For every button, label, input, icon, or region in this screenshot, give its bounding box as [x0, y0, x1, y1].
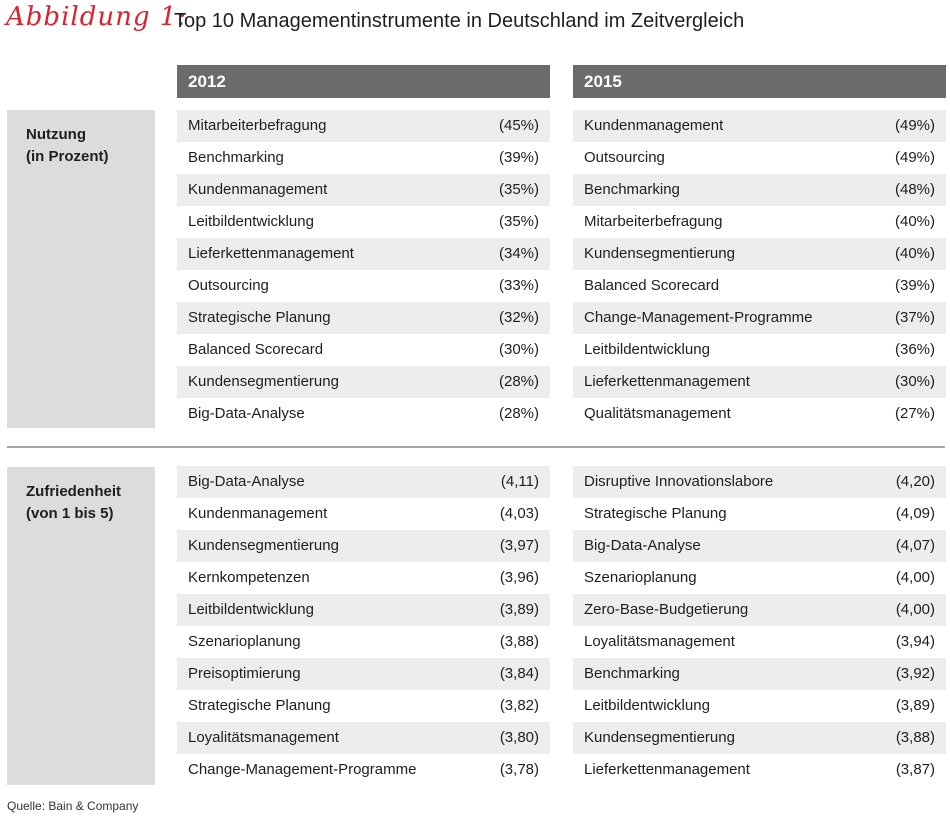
list-item: [573, 302, 946, 334]
list-item: [573, 658, 946, 690]
list-item: [573, 690, 946, 722]
list-item: [573, 110, 946, 142]
list-item: [573, 466, 946, 498]
instrument-value: (28%): [498, 405, 539, 422]
instrument-name: Outsourcing: [188, 277, 269, 294]
list-item: [177, 690, 550, 722]
instrument-value: (28%): [498, 373, 539, 390]
instrument-name: Kundensegmentierung: [584, 729, 735, 746]
instrument-name: Big-Data-Analyse: [584, 537, 701, 554]
instrument-value: (3,96): [499, 569, 539, 586]
list-item: [177, 366, 550, 398]
list-item: [573, 530, 946, 562]
instrument-value: (33%): [498, 277, 539, 294]
list-item: [177, 530, 550, 562]
instrument-name: Loyalitätsmanagement: [188, 729, 339, 746]
page-title: Top 10 Managementinstrumente in Deutschland im Zeitvergleich: [174, 10, 745, 32]
instrument-value: (3,82): [499, 697, 539, 714]
source-note: Quelle: Bain & Company: [7, 799, 139, 813]
instrument-name: Lieferkettenmanagement: [584, 761, 750, 778]
instrument-name: Leitbildentwicklung: [188, 213, 314, 230]
list-item: [177, 174, 550, 206]
instrument-value: (39%): [498, 149, 539, 166]
list-item: [177, 398, 550, 430]
section-label-zufriedenheit-line2: (von 1 bis 5): [26, 505, 114, 522]
instrument-value: (49%): [894, 117, 935, 134]
instrument-value: (40%): [894, 245, 935, 262]
instrument-name: Strategische Planung: [188, 697, 331, 714]
instrument-name: Benchmarking: [584, 181, 680, 198]
instrument-name: Leitbildentwicklung: [584, 341, 710, 358]
list-item: [177, 206, 550, 238]
instrument-value: (4,00): [895, 569, 935, 586]
zufriedenheit-2015-list: [573, 466, 946, 786]
instrument-name: Mitarbeiterbefragung: [584, 213, 723, 230]
list-item: [573, 754, 946, 786]
instrument-name: Qualitätsmanagement: [584, 405, 731, 422]
list-item: [573, 594, 946, 626]
zufriedenheit-2012-list: [177, 466, 550, 786]
instrument-value: (3,84): [499, 665, 539, 682]
instrument-name: Disruptive Innovationslabore: [584, 473, 774, 490]
instrument-name: Kundenmanagement: [188, 505, 328, 522]
year-header-2015: 2015: [573, 65, 946, 98]
instrument-value: (30%): [894, 373, 935, 390]
instrument-value: (3,78): [499, 761, 539, 778]
instrument-name: Big-Data-Analyse: [188, 473, 305, 490]
list-item: [573, 722, 946, 754]
instrument-name: Zero-Base-Budgetierung: [584, 601, 749, 618]
instrument-value: (39%): [894, 277, 935, 294]
instrument-name: Change-Management-Programme: [584, 309, 813, 326]
instrument-name: Kernkompetenzen: [188, 569, 310, 586]
list-item: [573, 398, 946, 430]
instrument-name: Balanced Scorecard: [584, 277, 720, 294]
instrument-value: (37%): [894, 309, 935, 326]
section-divider: [7, 446, 945, 448]
list-item: [573, 334, 946, 366]
instrument-value: (4,07): [895, 537, 935, 554]
instrument-name: Kundensegmentierung: [584, 245, 735, 262]
year-header-2012: 2012: [177, 65, 550, 98]
instrument-value: (4,20): [895, 473, 935, 490]
section-label-nutzung-line1: Nutzung: [26, 126, 86, 143]
instrument-value: (3,94): [895, 633, 935, 650]
list-item: [177, 754, 550, 786]
instrument-name: Lieferkettenmanagement: [584, 373, 750, 390]
instrument-value: (32%): [498, 309, 539, 326]
section-label-nutzung-line2: (in Prozent): [26, 148, 109, 165]
instrument-name: Kundenmanagement: [584, 117, 724, 134]
instrument-value: (27%): [894, 405, 935, 422]
list-item: [573, 206, 946, 238]
instrument-value: (35%): [498, 213, 539, 230]
instrument-name: Kundenmanagement: [188, 181, 328, 198]
section-label-zufriedenheit: [7, 467, 155, 785]
instrument-value: (3,89): [895, 697, 935, 714]
instrument-name: Loyalitätsmanagement: [584, 633, 735, 650]
list-item: [573, 366, 946, 398]
list-item: [177, 110, 550, 142]
instrument-name: Leitbildentwicklung: [188, 601, 314, 618]
list-item: [573, 142, 946, 174]
list-item: [177, 142, 550, 174]
instrument-value: (34%): [498, 245, 539, 262]
list-item: [177, 562, 550, 594]
list-item: [573, 498, 946, 530]
instrument-value: (3,97): [499, 537, 539, 554]
instrument-value: (3,92): [895, 665, 935, 682]
instrument-name: Szenarioplanung: [188, 633, 301, 650]
list-item: [177, 658, 550, 690]
list-item: [177, 270, 550, 302]
instrument-value: (48%): [894, 181, 935, 198]
list-item: [177, 238, 550, 270]
instrument-value: (3,87): [895, 761, 935, 778]
instrument-value: (30%): [498, 341, 539, 358]
list-item: [573, 562, 946, 594]
list-item: [573, 238, 946, 270]
list-item: [177, 626, 550, 658]
instrument-value: (40%): [894, 213, 935, 230]
instrument-value: (4,00): [895, 601, 935, 618]
instrument-name: Big-Data-Analyse: [188, 405, 305, 422]
instrument-value: (4,09): [895, 505, 935, 522]
instrument-name: Benchmarking: [188, 149, 284, 166]
nutzung-2015-list: [573, 110, 946, 430]
instrument-name: Preisoptimierung: [188, 665, 301, 682]
list-item: [177, 334, 550, 366]
list-item: [177, 594, 550, 626]
instrument-name: Lieferkettenmanagement: [188, 245, 354, 262]
figure-label: Abbildung 1:: [6, 2, 188, 32]
instrument-name: Balanced Scorecard: [188, 341, 324, 358]
instrument-value: (45%): [498, 117, 539, 134]
instrument-name: Benchmarking: [584, 665, 680, 682]
instrument-value: (35%): [498, 181, 539, 198]
instrument-name: Mitarbeiterbefragung: [188, 117, 327, 134]
instrument-name: Kundensegmentierung: [188, 537, 339, 554]
list-item: [573, 270, 946, 302]
instrument-value: (49%): [894, 149, 935, 166]
list-item: [177, 498, 550, 530]
list-item: [177, 466, 550, 498]
instrument-name: Change-Management-Programme: [188, 761, 417, 778]
instrument-value: (3,80): [499, 729, 539, 746]
instrument-value: (4,11): [500, 473, 539, 490]
instrument-value: (3,89): [499, 601, 539, 618]
list-item: [177, 302, 550, 334]
list-item: [177, 722, 550, 754]
list-item: [573, 174, 946, 206]
nutzung-2012-list: [177, 110, 550, 430]
instrument-name: Leitbildentwicklung: [584, 697, 710, 714]
list-item: [573, 626, 946, 658]
section-label-zufriedenheit-line1: Zufriedenheit: [26, 483, 122, 500]
instrument-value: (3,88): [499, 633, 539, 650]
instrument-value: (4,03): [499, 505, 539, 522]
instrument-name: Strategische Planung: [188, 309, 331, 326]
instrument-value: (3,88): [895, 729, 935, 746]
section-label-nutzung: [7, 110, 155, 428]
instrument-name: Szenarioplanung: [584, 569, 697, 586]
instrument-name: Outsourcing: [584, 149, 665, 166]
instrument-name: Strategische Planung: [584, 505, 727, 522]
instrument-name: Kundensegmentierung: [188, 373, 339, 390]
instrument-value: (36%): [894, 341, 935, 358]
